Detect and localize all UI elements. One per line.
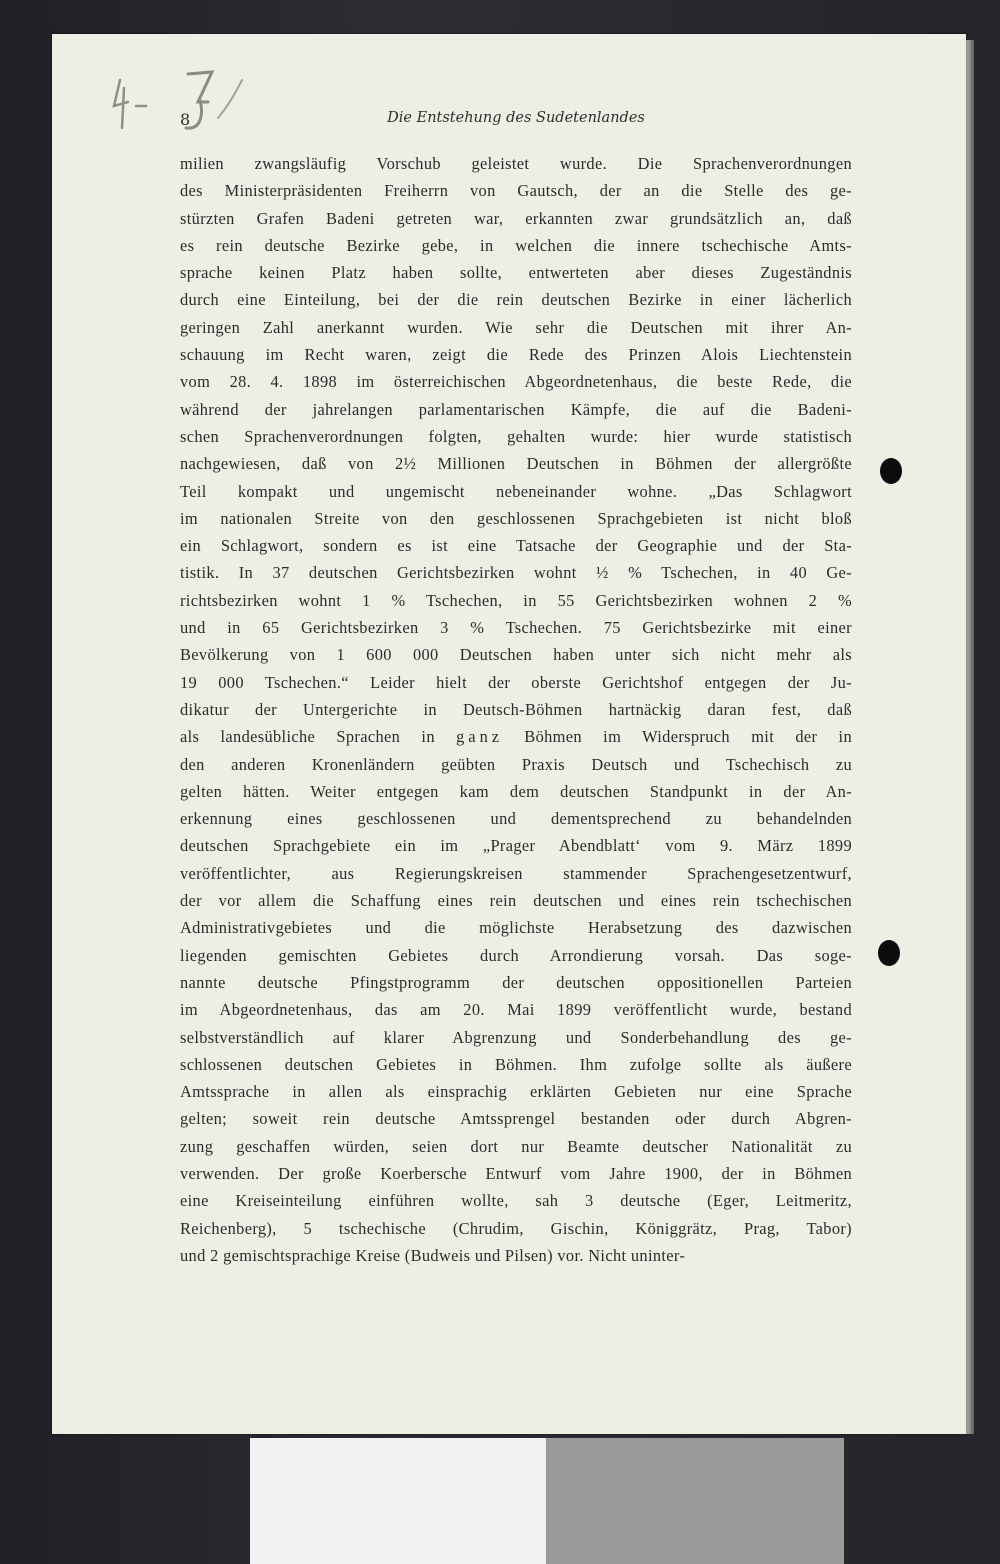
text-line: gelten hätten. Weiter entgegen kam dem deutschen Standpunkt in der An- bbox=[180, 781, 852, 801]
text-line: ein Schlagwort, sondern es ist eine Tatsache der Geographie und der Sta- bbox=[180, 536, 852, 556]
text-line: veröffentlichter, aus Regierungskreisen stammender Sprachengesetzentwurf, bbox=[180, 863, 852, 883]
page-number: 8 bbox=[180, 110, 191, 129]
punch-hole bbox=[878, 940, 900, 966]
text-line: stürzten Grafen Badeni getreten war, erkannten zwar grundsätzlich an, daß bbox=[180, 208, 852, 228]
text-line: während der jahrelangen parlamentarischen Kämpfe, die auf die Badeni- bbox=[180, 399, 852, 419]
text-line: Bevölkerung von 1 600 000 Deutschen haben unter sich nicht mehr als bbox=[180, 645, 852, 665]
text-line: liegenden gemischten Gebietes durch Arrondierung vorsah. Das soge- bbox=[180, 945, 852, 965]
text-line: gelten; soweit rein deutsche Amtssprengel bestanden oder durch Abgren- bbox=[180, 1109, 852, 1129]
text-segment: Böhmen im Widerspruch mit der in bbox=[503, 727, 853, 747]
text-line: den anderen Kronenländern geübten Praxis Deutsch und Tschechisch zu bbox=[180, 754, 852, 774]
text-line: und 2 gemischtsprachige Kreise (Budweis und Pilsen) vor. Nicht uninter- bbox=[180, 1245, 686, 1265]
text-line: zung geschaffen würden, seien dort nur Beamte deutscher Nationalität zu bbox=[180, 1136, 852, 1156]
text-line: selbstverständlich auf klarer Abgrenzung und Sonderbehandlung des ge- bbox=[180, 1027, 852, 1047]
calibration-strip-grey bbox=[546, 1438, 844, 1564]
punch-hole bbox=[880, 458, 902, 484]
text-line: des Ministerpräsidenten Freiherrn von Gautsch, der an die Stelle des ge- bbox=[180, 181, 852, 201]
calibration-strip-white bbox=[250, 1438, 546, 1564]
text-line: vom 28. 4. 1898 im österreichischen Abgeordnetenhaus, die beste Rede, die bbox=[180, 372, 852, 392]
text-line: schlossenen deutschen Gebietes in Böhmen. Ihm zufolge sollte als äußere bbox=[180, 1054, 852, 1074]
text-line: Amtssprache in allen als einsprachig erklärten Gebieten nur eine Sprache bbox=[180, 1082, 852, 1102]
text-line: dikatur der Untergerichte in Deutsch-Böhmen hartnäckig daran fest, daß bbox=[180, 699, 852, 719]
text-line: schen Sprachenverordnungen folgten, gehalten wurde: hier wurde statistisch bbox=[180, 426, 852, 446]
text-line: Administrativgebietes und die möglichste Herabsetzung des dazwischen bbox=[180, 918, 852, 938]
text-line: Reichenberg), 5 tschechische (Chrudim, Gischin, Königgrätz, Prag, Tabor) bbox=[180, 1218, 852, 1238]
text-line: milien zwangsläufig Vorschub geleistet wurde. Die Sprachenverordnungen bbox=[180, 154, 852, 173]
text-line: sprache keinen Platz haben sollte, entwerteten aber dieses Zugeständnis bbox=[180, 263, 852, 283]
text-line bbox=[180, 723, 852, 750]
text-line: tistik. In 37 deutschen Gerichtsbezirken wohnt ½ % Tschechen, in 40 Ge- bbox=[180, 563, 852, 583]
text-line: schauung im Recht waren, zeigt die Rede des Prinzen Alois Liechtenstein bbox=[180, 345, 852, 365]
text-line: im Abgeordnetenhaus, das am 20. Mai 1899 veröffentlicht wurde, bestand bbox=[180, 1000, 852, 1020]
text-line: nannte deutsche Pfingstprogramm der deutschen oppositionellen Parteien bbox=[180, 972, 852, 992]
body-text bbox=[180, 150, 852, 1269]
text-line: Teil kompakt und ungemischt nebeneinander wohne. „Das Schlagwort bbox=[180, 481, 852, 501]
text-line: der vor allem die Schaffung eines rein deutschen und eines rein tschechischen bbox=[180, 891, 852, 911]
text-line: nachgewiesen, daß von 2½ Millionen Deutschen in Böhmen der allergrößte bbox=[180, 454, 852, 474]
running-head: Die Entstehung des Sudetenlandes bbox=[387, 110, 645, 126]
text-line: verwenden. Der große Koerbersche Entwurf vom Jahre 1900, der in Böhmen bbox=[180, 1163, 852, 1183]
text-line: durch eine Einteilung, bei der die rein deutschen Bezirke in einer lächerlich bbox=[180, 290, 852, 310]
text-line: deutschen Sprachgebiete ein im „Prager Abendblatt‘ vom 9. März 1899 bbox=[180, 836, 852, 856]
page-edge bbox=[966, 40, 974, 1434]
text-line: richtsbezirken wohnt 1 % Tschechen, in 55 Gerichtsbezirken wohnen 2 % bbox=[180, 590, 852, 610]
text-line: erkennung eines geschlossenen und dementsprechend zu behandelnden bbox=[180, 809, 852, 829]
text-line: 19 000 Tschechen.“ Leider hielt der oberste Gerichtshof entgegen der Ju- bbox=[180, 672, 852, 692]
text-segment: als landesübliche Sprachen in bbox=[180, 727, 457, 747]
text-line: es rein deutsche Bezirke gebe, in welchen die innere tschechische Amts- bbox=[180, 235, 852, 255]
text-line: eine Kreiseinteilung einführen wollte, sah 3 deutsche (Eger, Leitmeritz, bbox=[180, 1191, 852, 1211]
text-line: geringen Zahl anerkannt wurden. Wie sehr die Deutschen mit ihrer An- bbox=[180, 317, 852, 337]
emphasized-word: ganz bbox=[456, 727, 504, 747]
text-line: im nationalen Streite von den geschlossenen Sprachgebieten ist nicht bloß bbox=[180, 508, 852, 528]
text-line: und in 65 Gerichtsbezirken 3 % Tschechen. 75 Gerichtsbezirke mit einer bbox=[180, 618, 852, 638]
